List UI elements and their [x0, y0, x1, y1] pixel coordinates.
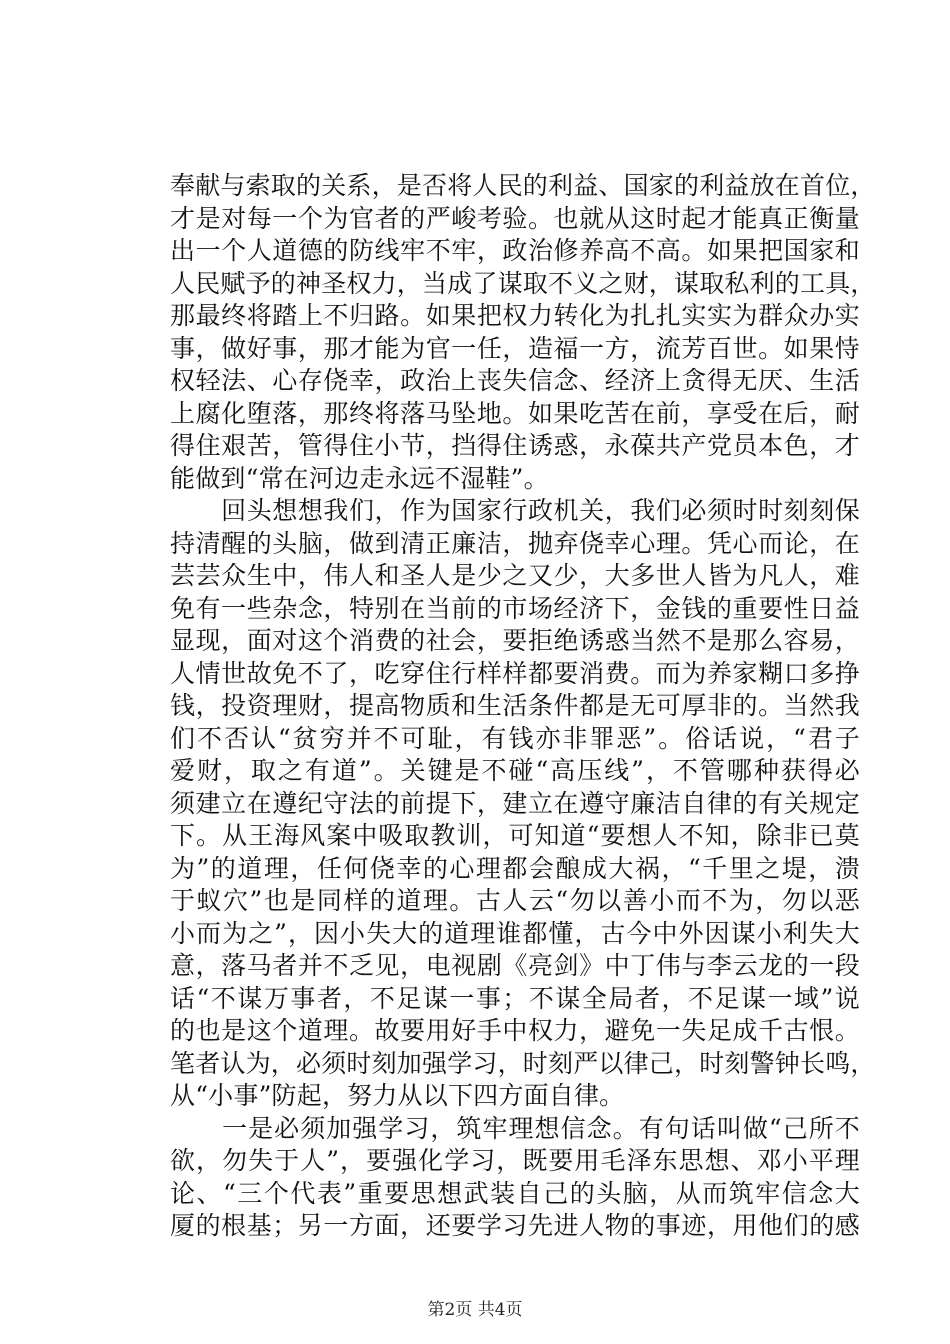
- text-line: 人民赋予的神圣权力，当成了谋取不义之财，谋取私利的工具，: [170, 268, 876, 298]
- text-line: 那最终将踏上不归路。如果把权力转化为扎扎实实为群众办实: [170, 301, 860, 330]
- text-line: 回头想想我们，作为国家行政机关，我们必须时时刻刻保: [170, 496, 860, 525]
- text-line: 人情世故免不了，吃穿住行样样都要消费。而为养家糊口多挣: [170, 658, 860, 688]
- text-line: 厦的根基；另一方面，还要学习先进人物的事迹，用他们的感: [170, 1211, 860, 1240]
- text-line: 须建立在遵纪守法的前提下，建立在遵守廉洁自律的有关规定: [170, 788, 860, 818]
- text-line: 才是对每一个为官者的严峻考验。也就从这时起才能真正衡量: [170, 203, 860, 233]
- text-line: 得住艰苦，管得住小节，挡得住诱惑，永葆共产党员本色，才: [170, 431, 860, 460]
- text-line: 芸芸众生中，伟人和圣人是少之又少，大多世人皆为凡人，难: [170, 561, 860, 590]
- text-line: 钱，投资理财，提高物质和生活条件都是无可厚非的。当然我: [170, 691, 860, 720]
- text-line: 小而为之”，因小失大的道理谁都懂，古今中外因谋小利失大: [170, 918, 860, 948]
- page-footer: [0, 1300, 950, 1320]
- text-line: 欲，勿失于人”，要强化学习，既要用毛泽东思想、邓小平理: [170, 1146, 860, 1175]
- text-line: 于蚁穴”也是同样的道理。古人云“勿以善小而不为，勿以恶: [170, 886, 860, 915]
- text-line: 的也是这个道理。故要用好手中权力，避免一失足成千古恨。: [170, 1016, 860, 1045]
- text-line: 笔者认为，必须时刻加强学习，时刻严以律己，时刻警钟长鸣，: [170, 1048, 876, 1078]
- text-line: 显现，面对这个消费的社会，要拒绝诱惑当然不是那么容易，: [170, 626, 860, 655]
- text-line: 一是必须加强学习，筑牢理想信念。有句话叫做“己所不: [170, 1113, 860, 1143]
- text-line: 论、“三个代表”重要思想武装自己的头脑，从而筑牢信念大: [170, 1178, 860, 1208]
- text-line: 权轻法、心存侥幸，政治上丧失信念、经济上贪得无厌、生活: [170, 366, 860, 395]
- text-line: 意，落马者并不乏见，电视剧《亮剑》中丁伟与李云龙的一段: [170, 951, 860, 980]
- text-line: 从“小事”防起，努力从以下四方面自律。: [170, 1081, 625, 1110]
- text-line: 免有一些杂念，特别在当前的市场经济下，金钱的重要性日益: [170, 593, 860, 623]
- text-line: 事，做好事，那才能为官一任，造福一方，流芳百世。如果恃: [170, 333, 860, 363]
- text-line: 出一个人道德的防线牢不牢，政治修养高不高。如果把国家和: [170, 236, 860, 265]
- text-line: 奉献与索取的关系，是否将人民的利益、国家的利益放在首位，: [170, 171, 876, 200]
- page-number: 第2页 共4页: [427, 1300, 523, 1320]
- text-line: 持清醒的头脑，做到清正廉洁，抛弃侥幸心理。凭心而论，在: [170, 528, 860, 558]
- text-line: 爱财，取之有道”。关键是不碰“高压线”，不管哪种获得必: [170, 756, 860, 785]
- text-line: 下。从王海风案中吸取教训，可知道“要想人不知，除非已莫: [170, 821, 860, 850]
- text-line: 上腐化堕落，那终将落马坠地。如果吃苦在前，享受在后，耐: [170, 398, 860, 428]
- text-line: 话“不谋万事者，不足谋一事；不谋全局者，不足谋一域”说: [170, 983, 860, 1013]
- body-text: [170, 170, 876, 1243]
- text-line: 们不否认“贫穷并不可耻，有钱亦非罪恶”。俗话说，“君子: [170, 723, 860, 753]
- text-line: 为”的道理，任何侥幸的心理都会酿成大祸，“千里之堤，溃: [170, 853, 860, 883]
- text-line: 能做到“常在河边走永远不湿鞋”。: [170, 463, 549, 493]
